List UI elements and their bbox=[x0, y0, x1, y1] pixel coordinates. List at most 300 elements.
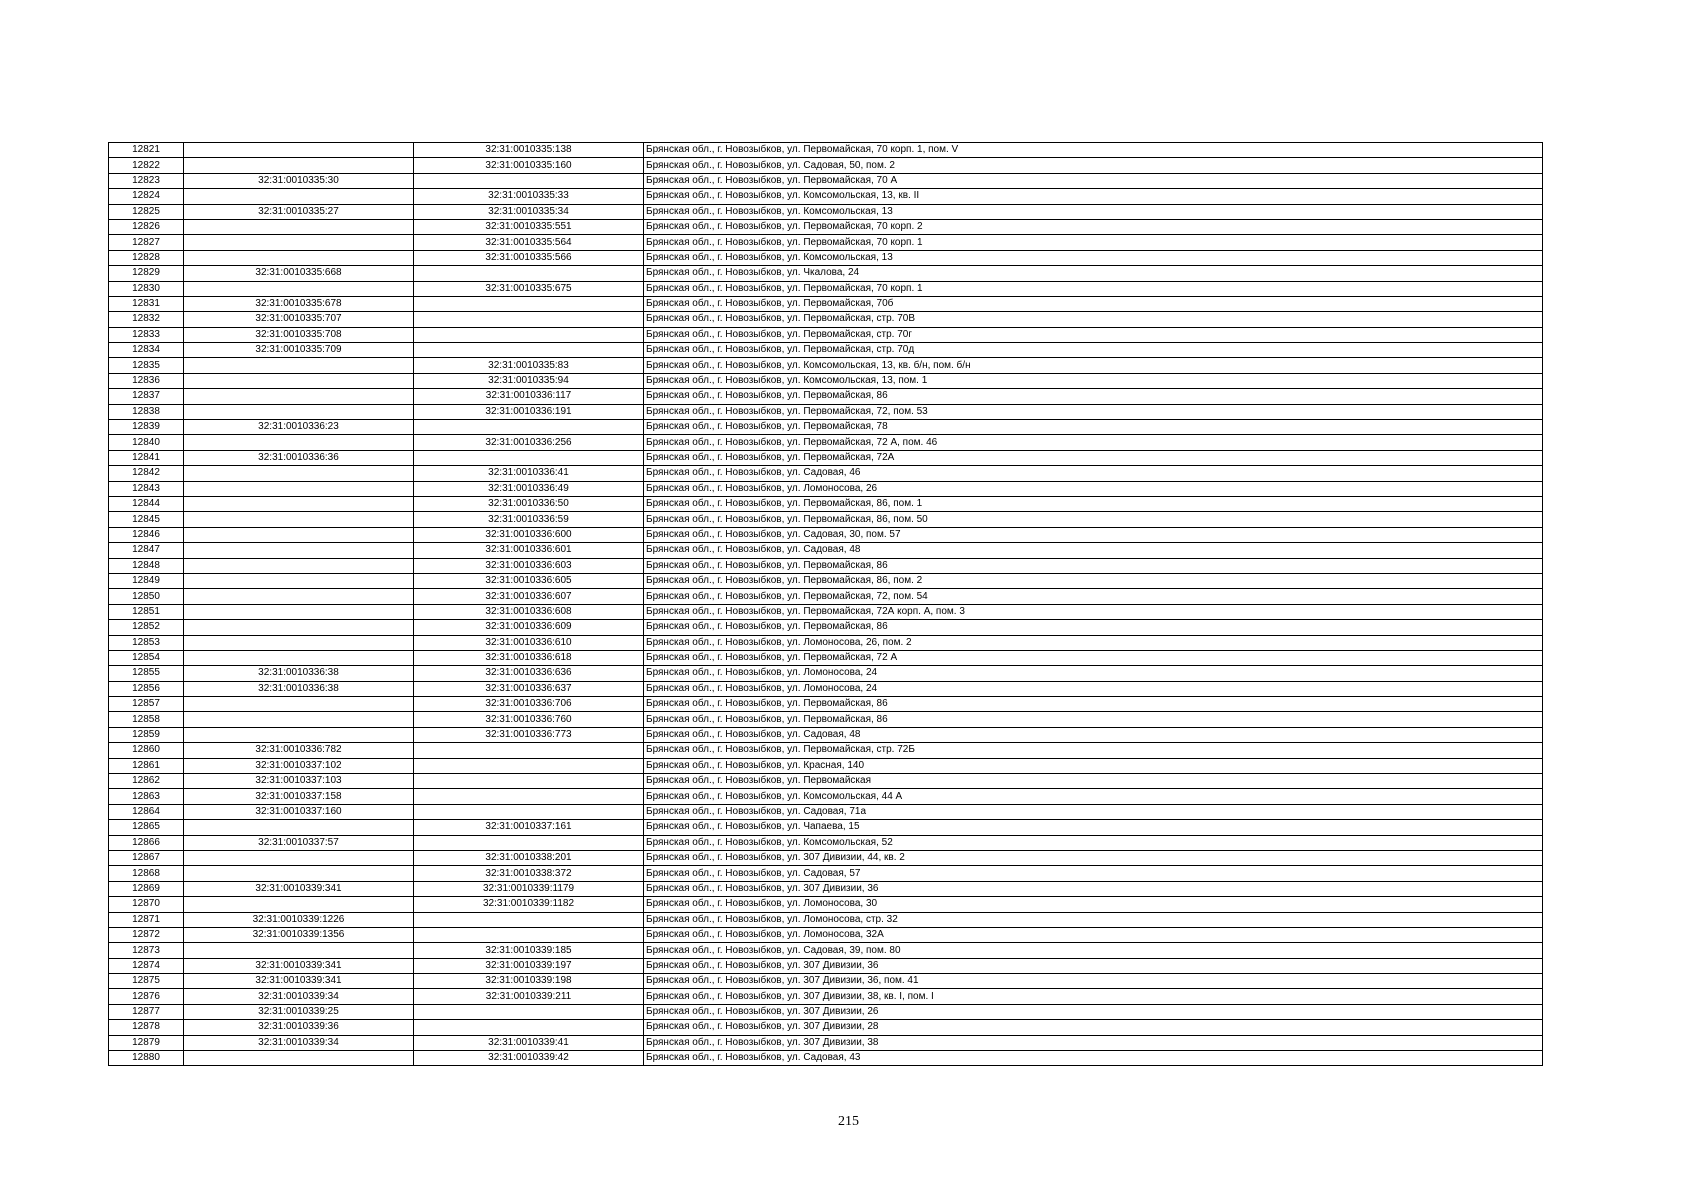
table-row bbox=[109, 712, 1543, 727]
parent-cadastral-number-cell bbox=[184, 358, 414, 373]
table-row bbox=[109, 666, 1543, 681]
address-cell: Брянская обл., г. Новозыбков, ул. Первомайская bbox=[644, 774, 1543, 789]
cadastral-number-cell bbox=[414, 835, 644, 850]
record-number-cell: 12829 bbox=[109, 266, 184, 281]
cadastral-number-cell: 32:31:0010336:41 bbox=[414, 466, 644, 481]
record-number-cell: 12827 bbox=[109, 235, 184, 250]
parent-cadastral-number-cell bbox=[184, 235, 414, 250]
cadastral-number-cell: 32:31:0010335:34 bbox=[414, 204, 644, 219]
parent-cadastral-number-cell bbox=[184, 189, 414, 204]
table-row bbox=[109, 358, 1543, 373]
table-row bbox=[109, 774, 1543, 789]
table-row bbox=[109, 327, 1543, 342]
table-row bbox=[109, 1004, 1543, 1019]
address-cell: Брянская обл., г. Новозыбков, ул. Ломоносова, стр. 32 bbox=[644, 912, 1543, 927]
record-number-cell: 12873 bbox=[109, 943, 184, 958]
cadastral-number-cell: 32:31:0010339:1182 bbox=[414, 897, 644, 912]
address-cell: Брянская обл., г. Новозыбков, ул. 307 Дивизии, 28 bbox=[644, 1020, 1543, 1035]
cadastral-number-cell: 32:31:0010336:618 bbox=[414, 650, 644, 665]
record-number-cell: 12828 bbox=[109, 250, 184, 265]
cadastral-number-cell bbox=[414, 774, 644, 789]
table-row bbox=[109, 635, 1543, 650]
table-row bbox=[109, 573, 1543, 588]
address-cell: Брянская обл., г. Новозыбков, ул. Первомайская, 72, пом. 54 bbox=[644, 589, 1543, 604]
record-number-cell: 12856 bbox=[109, 681, 184, 696]
parent-cadastral-number-cell: 32:31:0010335:27 bbox=[184, 204, 414, 219]
parent-cadastral-number-cell: 32:31:0010339:341 bbox=[184, 881, 414, 896]
record-number-cell: 12865 bbox=[109, 820, 184, 835]
parent-cadastral-number-cell: 32:31:0010335:668 bbox=[184, 266, 414, 281]
table-row bbox=[109, 296, 1543, 311]
cadastral-number-cell bbox=[414, 327, 644, 342]
parent-cadastral-number-cell bbox=[184, 850, 414, 865]
record-number-cell: 12875 bbox=[109, 974, 184, 989]
record-number-cell: 12874 bbox=[109, 958, 184, 973]
table-row bbox=[109, 143, 1543, 158]
registry-table-body bbox=[109, 143, 1543, 1066]
record-number-cell: 12838 bbox=[109, 404, 184, 419]
cadastral-number-cell: 32:31:0010339:198 bbox=[414, 974, 644, 989]
parent-cadastral-number-cell bbox=[184, 543, 414, 558]
table-row bbox=[109, 420, 1543, 435]
parent-cadastral-number-cell: 32:31:0010336:23 bbox=[184, 420, 414, 435]
address-cell: Брянская обл., г. Новозыбков, ул. Первомайская, 86 bbox=[644, 620, 1543, 635]
table-row bbox=[109, 435, 1543, 450]
parent-cadastral-number-cell: 32:31:0010335:709 bbox=[184, 343, 414, 358]
parent-cadastral-number-cell: 32:31:0010335:707 bbox=[184, 312, 414, 327]
table-row bbox=[109, 866, 1543, 881]
record-number-cell: 12851 bbox=[109, 604, 184, 619]
address-cell: Брянская обл., г. Новозыбков, ул. Чкалова, 24 bbox=[644, 266, 1543, 281]
record-number-cell: 12842 bbox=[109, 466, 184, 481]
address-cell: Брянская обл., г. Новозыбков, ул. Красная, 140 bbox=[644, 758, 1543, 773]
table-row bbox=[109, 897, 1543, 912]
cadastral-number-cell bbox=[414, 789, 644, 804]
table-row bbox=[109, 650, 1543, 665]
record-number-cell: 12841 bbox=[109, 450, 184, 465]
parent-cadastral-number-cell bbox=[184, 373, 414, 388]
record-number-cell: 12834 bbox=[109, 343, 184, 358]
table-row bbox=[109, 1020, 1543, 1035]
table-row bbox=[109, 512, 1543, 527]
address-cell: Брянская обл., г. Новозыбков, ул. Ломоносова, 24 bbox=[644, 666, 1543, 681]
cadastral-number-cell: 32:31:0010339:42 bbox=[414, 1051, 644, 1066]
parent-cadastral-number-cell: 32:31:0010337:103 bbox=[184, 774, 414, 789]
table-row bbox=[109, 989, 1543, 1004]
record-number-cell: 12844 bbox=[109, 496, 184, 511]
parent-cadastral-number-cell bbox=[184, 158, 414, 173]
address-cell: Брянская обл., г. Новозыбков, ул. Первомайская, 70 корп. 1 bbox=[644, 235, 1543, 250]
record-number-cell: 12855 bbox=[109, 666, 184, 681]
cadastral-number-cell: 32:31:0010339:211 bbox=[414, 989, 644, 1004]
parent-cadastral-number-cell bbox=[184, 620, 414, 635]
record-number-cell: 12869 bbox=[109, 881, 184, 896]
cadastral-number-cell bbox=[414, 1004, 644, 1019]
cadastral-number-cell: 32:31:0010339:197 bbox=[414, 958, 644, 973]
parent-cadastral-number-cell bbox=[184, 527, 414, 542]
table-row bbox=[109, 466, 1543, 481]
table-row bbox=[109, 481, 1543, 496]
record-number-cell: 12867 bbox=[109, 850, 184, 865]
parent-cadastral-number-cell: 32:31:0010335:678 bbox=[184, 296, 414, 311]
cadastral-number-cell bbox=[414, 343, 644, 358]
address-cell: Брянская обл., г. Новозыбков, ул. Первомайская, 72А корп. А, пом. 3 bbox=[644, 604, 1543, 619]
address-cell: Брянская обл., г. Новозыбков, ул. Садовая, 46 bbox=[644, 466, 1543, 481]
cadastral-number-cell bbox=[414, 450, 644, 465]
parent-cadastral-number-cell bbox=[184, 650, 414, 665]
record-number-cell: 12857 bbox=[109, 697, 184, 712]
table-row bbox=[109, 158, 1543, 173]
cadastral-number-cell: 32:31:0010336:59 bbox=[414, 512, 644, 527]
parent-cadastral-number-cell: 32:31:0010339:341 bbox=[184, 974, 414, 989]
address-cell: Брянская обл., г. Новозыбков, ул. Первомайская, стр. 70г bbox=[644, 327, 1543, 342]
cadastral-number-cell: 32:31:0010337:161 bbox=[414, 820, 644, 835]
parent-cadastral-number-cell bbox=[184, 404, 414, 419]
cadastral-number-cell bbox=[414, 312, 644, 327]
page-number: 215 bbox=[838, 1114, 859, 1129]
record-number-cell: 12849 bbox=[109, 573, 184, 588]
parent-cadastral-number-cell bbox=[184, 435, 414, 450]
record-number-cell: 12876 bbox=[109, 989, 184, 1004]
table-row bbox=[109, 343, 1543, 358]
cadastral-number-cell: 32:31:0010336:256 bbox=[414, 435, 644, 450]
table-row bbox=[109, 589, 1543, 604]
table-row bbox=[109, 1051, 1543, 1066]
parent-cadastral-number-cell: 32:31:0010335:30 bbox=[184, 173, 414, 188]
address-cell: Брянская обл., г. Новозыбков, ул. 307 Дивизии, 26 bbox=[644, 1004, 1543, 1019]
cadastral-number-cell: 32:31:0010335:566 bbox=[414, 250, 644, 265]
cadastral-number-cell: 32:31:0010338:201 bbox=[414, 850, 644, 865]
cadastral-number-cell: 32:31:0010336:600 bbox=[414, 527, 644, 542]
address-cell: Брянская обл., г. Новозыбков, ул. Комсомольская, 13, пом. 1 bbox=[644, 373, 1543, 388]
address-cell: Брянская обл., г. Новозыбков, ул. 307 Дивизии, 38 bbox=[644, 1035, 1543, 1050]
record-number-cell: 12846 bbox=[109, 527, 184, 542]
table-row bbox=[109, 958, 1543, 973]
parent-cadastral-number-cell: 32:31:0010337:160 bbox=[184, 804, 414, 819]
address-cell: Брянская обл., г. Новозыбков, ул. Первомайская, 70 корп. 1, пом. V bbox=[644, 143, 1543, 158]
table-row bbox=[109, 235, 1543, 250]
cadastral-number-cell: 32:31:0010336:608 bbox=[414, 604, 644, 619]
cadastral-number-cell bbox=[414, 1020, 644, 1035]
record-number-cell: 12858 bbox=[109, 712, 184, 727]
record-number-cell: 12847 bbox=[109, 543, 184, 558]
cadastral-number-cell: 32:31:0010336:773 bbox=[414, 727, 644, 742]
cadastral-number-cell: 32:31:0010336:50 bbox=[414, 496, 644, 511]
parent-cadastral-number-cell bbox=[184, 389, 414, 404]
table-row bbox=[109, 1035, 1543, 1050]
address-cell: Брянская обл., г. Новозыбков, ул. Комсомольская, 44 А bbox=[644, 789, 1543, 804]
cadastral-number-cell: 32:31:0010336:637 bbox=[414, 681, 644, 696]
record-number-cell: 12868 bbox=[109, 866, 184, 881]
address-cell: Брянская обл., г. Новозыбков, ул. Первомайская, 70 корп. 2 bbox=[644, 219, 1543, 234]
cadastral-number-cell: 32:31:0010336:610 bbox=[414, 635, 644, 650]
address-cell: Брянская обл., г. Новозыбков, ул. Первомайская, 70 корп. 1 bbox=[644, 281, 1543, 296]
parent-cadastral-number-cell: 32:31:0010336:36 bbox=[184, 450, 414, 465]
table-row bbox=[109, 697, 1543, 712]
record-number-cell: 12863 bbox=[109, 789, 184, 804]
parent-cadastral-number-cell: 32:31:0010339:1226 bbox=[184, 912, 414, 927]
record-number-cell: 12854 bbox=[109, 650, 184, 665]
address-cell: Брянская обл., г. Новозыбков, ул. Первомайская, 72, пом. 53 bbox=[644, 404, 1543, 419]
address-cell: Брянская обл., г. Новозыбков, ул. Первомайская, 86 bbox=[644, 558, 1543, 573]
record-number-cell: 12833 bbox=[109, 327, 184, 342]
address-cell: Брянская обл., г. Новозыбков, ул. Ломоносова, 26, пом. 2 bbox=[644, 635, 1543, 650]
address-cell: Брянская обл., г. Новозыбков, ул. Садовая, 30, пом. 57 bbox=[644, 527, 1543, 542]
cadastral-number-cell bbox=[414, 173, 644, 188]
record-number-cell: 12859 bbox=[109, 727, 184, 742]
table-row bbox=[109, 189, 1543, 204]
table-row bbox=[109, 543, 1543, 558]
address-cell: Брянская обл., г. Новозыбков, ул. Первомайская, 70б bbox=[644, 296, 1543, 311]
parent-cadastral-number-cell: 32:31:0010339:34 bbox=[184, 1035, 414, 1050]
record-number-cell: 12836 bbox=[109, 373, 184, 388]
address-cell: Брянская обл., г. Новозыбков, ул. Первомайская, стр. 72Б bbox=[644, 743, 1543, 758]
record-number-cell: 12878 bbox=[109, 1020, 184, 1035]
record-number-cell: 12866 bbox=[109, 835, 184, 850]
parent-cadastral-number-cell: 32:31:0010335:708 bbox=[184, 327, 414, 342]
cadastral-number-cell: 32:31:0010336:601 bbox=[414, 543, 644, 558]
parent-cadastral-number-cell: 32:31:0010337:158 bbox=[184, 789, 414, 804]
parent-cadastral-number-cell bbox=[184, 219, 414, 234]
parent-cadastral-number-cell bbox=[184, 604, 414, 619]
cadastral-number-cell bbox=[414, 758, 644, 773]
address-cell: Брянская обл., г. Новозыбков, ул. 307 Дивизии, 36 bbox=[644, 958, 1543, 973]
table-row bbox=[109, 850, 1543, 865]
cadastral-number-cell bbox=[414, 912, 644, 927]
cadastral-number-cell: 32:31:0010336:706 bbox=[414, 697, 644, 712]
address-cell: Брянская обл., г. Новозыбков, ул. Комсомольская, 13 bbox=[644, 250, 1543, 265]
table-row bbox=[109, 681, 1543, 696]
cadastral-number-cell: 32:31:0010335:94 bbox=[414, 373, 644, 388]
table-row bbox=[109, 912, 1543, 927]
parent-cadastral-number-cell: 32:31:0010339:34 bbox=[184, 989, 414, 1004]
cadastral-number-cell bbox=[414, 266, 644, 281]
record-number-cell: 12879 bbox=[109, 1035, 184, 1050]
record-number-cell: 12845 bbox=[109, 512, 184, 527]
cadastral-number-cell: 32:31:0010336:607 bbox=[414, 589, 644, 604]
parent-cadastral-number-cell bbox=[184, 573, 414, 588]
parent-cadastral-number-cell: 32:31:0010339:341 bbox=[184, 958, 414, 973]
table-row bbox=[109, 389, 1543, 404]
parent-cadastral-number-cell bbox=[184, 1051, 414, 1066]
record-number-cell: 12848 bbox=[109, 558, 184, 573]
record-number-cell: 12826 bbox=[109, 219, 184, 234]
cadastral-number-cell bbox=[414, 420, 644, 435]
parent-cadastral-number-cell bbox=[184, 866, 414, 881]
record-number-cell: 12853 bbox=[109, 635, 184, 650]
parent-cadastral-number-cell bbox=[184, 512, 414, 527]
parent-cadastral-number-cell bbox=[184, 558, 414, 573]
cadastral-number-cell: 32:31:0010335:33 bbox=[414, 189, 644, 204]
address-cell: Брянская обл., г. Новозыбков, ул. Первомайская, 78 bbox=[644, 420, 1543, 435]
parent-cadastral-number-cell bbox=[184, 481, 414, 496]
cadastral-number-cell bbox=[414, 296, 644, 311]
record-number-cell: 12839 bbox=[109, 420, 184, 435]
address-cell: Брянская обл., г. Новозыбков, ул. 307 Дивизии, 44, кв. 2 bbox=[644, 850, 1543, 865]
parent-cadastral-number-cell bbox=[184, 943, 414, 958]
address-cell: Брянская обл., г. Новозыбков, ул. Первомайская, 86, пом. 50 bbox=[644, 512, 1543, 527]
address-cell: Брянская обл., г. Новозыбков, ул. Первомайская, стр. 70В bbox=[644, 312, 1543, 327]
address-cell: Брянская обл., г. Новозыбков, ул. Первомайская, 86 bbox=[644, 389, 1543, 404]
address-cell: Брянская обл., г. Новозыбков, ул. Первомайская, 86 bbox=[644, 712, 1543, 727]
address-cell: Брянская обл., г. Новозыбков, ул. 307 Дивизии, 38, кв. I, пом. I bbox=[644, 989, 1543, 1004]
record-number-cell: 12823 bbox=[109, 173, 184, 188]
record-number-cell: 12870 bbox=[109, 897, 184, 912]
parent-cadastral-number-cell bbox=[184, 897, 414, 912]
parent-cadastral-number-cell: 32:31:0010337:57 bbox=[184, 835, 414, 850]
table-row bbox=[109, 450, 1543, 465]
record-number-cell: 12860 bbox=[109, 743, 184, 758]
cadastral-number-cell: 32:31:0010335:564 bbox=[414, 235, 644, 250]
address-cell: Брянская обл., г. Новозыбков, ул. Первомайская, 72А bbox=[644, 450, 1543, 465]
address-cell: Брянская обл., г. Новозыбков, ул. Комсомольская, 52 bbox=[644, 835, 1543, 850]
cadastral-number-cell: 32:31:0010336:605 bbox=[414, 573, 644, 588]
table-row bbox=[109, 173, 1543, 188]
address-cell: Брянская обл., г. Новозыбков, ул. Садовая, 71а bbox=[644, 804, 1543, 819]
address-cell: Брянская обл., г. Новозыбков, ул. Комсомольская, 13, кв. II bbox=[644, 189, 1543, 204]
address-cell: Брянская обл., г. Новозыбков, ул. Садовая, 57 bbox=[644, 866, 1543, 881]
record-number-cell: 12864 bbox=[109, 804, 184, 819]
address-cell: Брянская обл., г. Новозыбков, ул. Первомайская, 72 А, пом. 46 bbox=[644, 435, 1543, 450]
table-row bbox=[109, 373, 1543, 388]
cadastral-number-cell: 32:31:0010336:636 bbox=[414, 666, 644, 681]
parent-cadastral-number-cell bbox=[184, 820, 414, 835]
cadastral-number-cell: 32:31:0010335:138 bbox=[414, 143, 644, 158]
address-cell: Брянская обл., г. Новозыбков, ул. Первомайская, стр. 70д bbox=[644, 343, 1543, 358]
table-row bbox=[109, 820, 1543, 835]
table-row bbox=[109, 974, 1543, 989]
table-row bbox=[109, 527, 1543, 542]
cadastral-number-cell bbox=[414, 804, 644, 819]
record-number-cell: 12835 bbox=[109, 358, 184, 373]
parent-cadastral-number-cell: 32:31:0010336:38 bbox=[184, 681, 414, 696]
address-cell: Брянская обл., г. Новозыбков, ул. Ломоносова, 32А bbox=[644, 927, 1543, 942]
address-cell: Брянская обл., г. Новозыбков, ул. Комсомольская, 13, кв. б/н, пом. б/н bbox=[644, 358, 1543, 373]
address-cell: Брянская обл., г. Новозыбков, ул. 307 Дивизии, 36 bbox=[644, 881, 1543, 896]
address-cell: Брянская обл., г. Новозыбков, ул. Первомайская, 86, пом. 2 bbox=[644, 573, 1543, 588]
record-number-cell: 12824 bbox=[109, 189, 184, 204]
table-row bbox=[109, 727, 1543, 742]
record-number-cell: 12825 bbox=[109, 204, 184, 219]
table-row bbox=[109, 835, 1543, 850]
record-number-cell: 12840 bbox=[109, 435, 184, 450]
record-number-cell: 12861 bbox=[109, 758, 184, 773]
cadastral-number-cell: 32:31:0010335:83 bbox=[414, 358, 644, 373]
parent-cadastral-number-cell bbox=[184, 712, 414, 727]
cadastral-number-cell bbox=[414, 743, 644, 758]
cadastral-number-cell: 32:31:0010336:191 bbox=[414, 404, 644, 419]
parent-cadastral-number-cell bbox=[184, 635, 414, 650]
parent-cadastral-number-cell: 32:31:0010339:36 bbox=[184, 1020, 414, 1035]
table-row bbox=[109, 620, 1543, 635]
cadastral-number-cell: 32:31:0010336:49 bbox=[414, 481, 644, 496]
address-cell: Брянская обл., г. Новозыбков, ул. Ломоносова, 30 bbox=[644, 897, 1543, 912]
address-cell: Брянская обл., г. Новозыбков, ул. Первомайская, 86 bbox=[644, 697, 1543, 712]
address-cell: Брянская обл., г. Новозыбков, ул. 307 Дивизии, 36, пом. 41 bbox=[644, 974, 1543, 989]
parent-cadastral-number-cell bbox=[184, 466, 414, 481]
address-cell: Брянская обл., г. Новозыбков, ул. Первомайская, 70 А bbox=[644, 173, 1543, 188]
table-row bbox=[109, 789, 1543, 804]
table-row bbox=[109, 312, 1543, 327]
address-cell: Брянская обл., г. Новозыбков, ул. Ломоносова, 26 bbox=[644, 481, 1543, 496]
record-number-cell: 12843 bbox=[109, 481, 184, 496]
record-number-cell: 12862 bbox=[109, 774, 184, 789]
table-row bbox=[109, 266, 1543, 281]
cadastral-number-cell: 32:31:0010339:41 bbox=[414, 1035, 644, 1050]
record-number-cell: 12871 bbox=[109, 912, 184, 927]
record-number-cell: 12852 bbox=[109, 620, 184, 635]
address-cell: Брянская обл., г. Новозыбков, ул. Чапаева, 15 bbox=[644, 820, 1543, 835]
table-row bbox=[109, 250, 1543, 265]
parent-cadastral-number-cell: 32:31:0010339:1356 bbox=[184, 927, 414, 942]
record-number-cell: 12821 bbox=[109, 143, 184, 158]
table-row bbox=[109, 804, 1543, 819]
table-row bbox=[109, 943, 1543, 958]
parent-cadastral-number-cell: 32:31:0010337:102 bbox=[184, 758, 414, 773]
cadastral-number-cell: 32:31:0010336:609 bbox=[414, 620, 644, 635]
address-cell: Брянская обл., г. Новозыбков, ул. Садовая, 39, пом. 80 bbox=[644, 943, 1543, 958]
record-number-cell: 12837 bbox=[109, 389, 184, 404]
record-number-cell: 12877 bbox=[109, 1004, 184, 1019]
address-cell: Брянская обл., г. Новозыбков, ул. Первомайская, 72 А bbox=[644, 650, 1543, 665]
parent-cadastral-number-cell: 32:31:0010336:782 bbox=[184, 743, 414, 758]
record-number-cell: 12830 bbox=[109, 281, 184, 296]
cadastral-number-cell: 32:31:0010339:1179 bbox=[414, 881, 644, 896]
table-row bbox=[109, 496, 1543, 511]
record-number-cell: 12850 bbox=[109, 589, 184, 604]
cadastral-number-cell: 32:31:0010336:760 bbox=[414, 712, 644, 727]
table-row bbox=[109, 604, 1543, 619]
cadastral-number-cell: 32:31:0010335:551 bbox=[414, 219, 644, 234]
parent-cadastral-number-cell bbox=[184, 589, 414, 604]
address-cell: Брянская обл., г. Новозыбков, ул. Садовая, 48 bbox=[644, 543, 1543, 558]
address-cell: Брянская обл., г. Новозыбков, ул. Первомайская, 86, пом. 1 bbox=[644, 496, 1543, 511]
parent-cadastral-number-cell: 32:31:0010336:38 bbox=[184, 666, 414, 681]
table-row bbox=[109, 743, 1543, 758]
record-number-cell: 12831 bbox=[109, 296, 184, 311]
parent-cadastral-number-cell bbox=[184, 496, 414, 511]
cadastral-number-cell: 32:31:0010336:117 bbox=[414, 389, 644, 404]
address-cell: Брянская обл., г. Новозыбков, ул. Садовая, 43 bbox=[644, 1051, 1543, 1066]
cadastral-number-cell: 32:31:0010338:372 bbox=[414, 866, 644, 881]
cadastral-number-cell: 32:31:0010335:160 bbox=[414, 158, 644, 173]
cadastral-number-cell: 32:31:0010336:603 bbox=[414, 558, 644, 573]
table-row bbox=[109, 927, 1543, 942]
record-number-cell: 12822 bbox=[109, 158, 184, 173]
cadastral-number-cell bbox=[414, 927, 644, 942]
record-number-cell: 12832 bbox=[109, 312, 184, 327]
table-row bbox=[109, 204, 1543, 219]
parent-cadastral-number-cell bbox=[184, 250, 414, 265]
table-row bbox=[109, 219, 1543, 234]
record-number-cell: 12872 bbox=[109, 927, 184, 942]
table-row bbox=[109, 281, 1543, 296]
table-row bbox=[109, 881, 1543, 896]
registry-table bbox=[108, 142, 1543, 1066]
address-cell: Брянская обл., г. Новозыбков, ул. Комсомольская, 13 bbox=[644, 204, 1543, 219]
table-row bbox=[109, 758, 1543, 773]
parent-cadastral-number-cell bbox=[184, 697, 414, 712]
record-number-cell: 12880 bbox=[109, 1051, 184, 1066]
address-cell: Брянская обл., г. Новозыбков, ул. Ломоносова, 24 bbox=[644, 681, 1543, 696]
parent-cadastral-number-cell bbox=[184, 143, 414, 158]
table-row bbox=[109, 404, 1543, 419]
parent-cadastral-number-cell bbox=[184, 281, 414, 296]
cadastral-number-cell: 32:31:0010335:675 bbox=[414, 281, 644, 296]
cadastral-number-cell: 32:31:0010339:185 bbox=[414, 943, 644, 958]
address-cell: Брянская обл., г. Новозыбков, ул. Садовая, 48 bbox=[644, 727, 1543, 742]
address-cell: Брянская обл., г. Новозыбков, ул. Садовая, 50, пом. 2 bbox=[644, 158, 1543, 173]
